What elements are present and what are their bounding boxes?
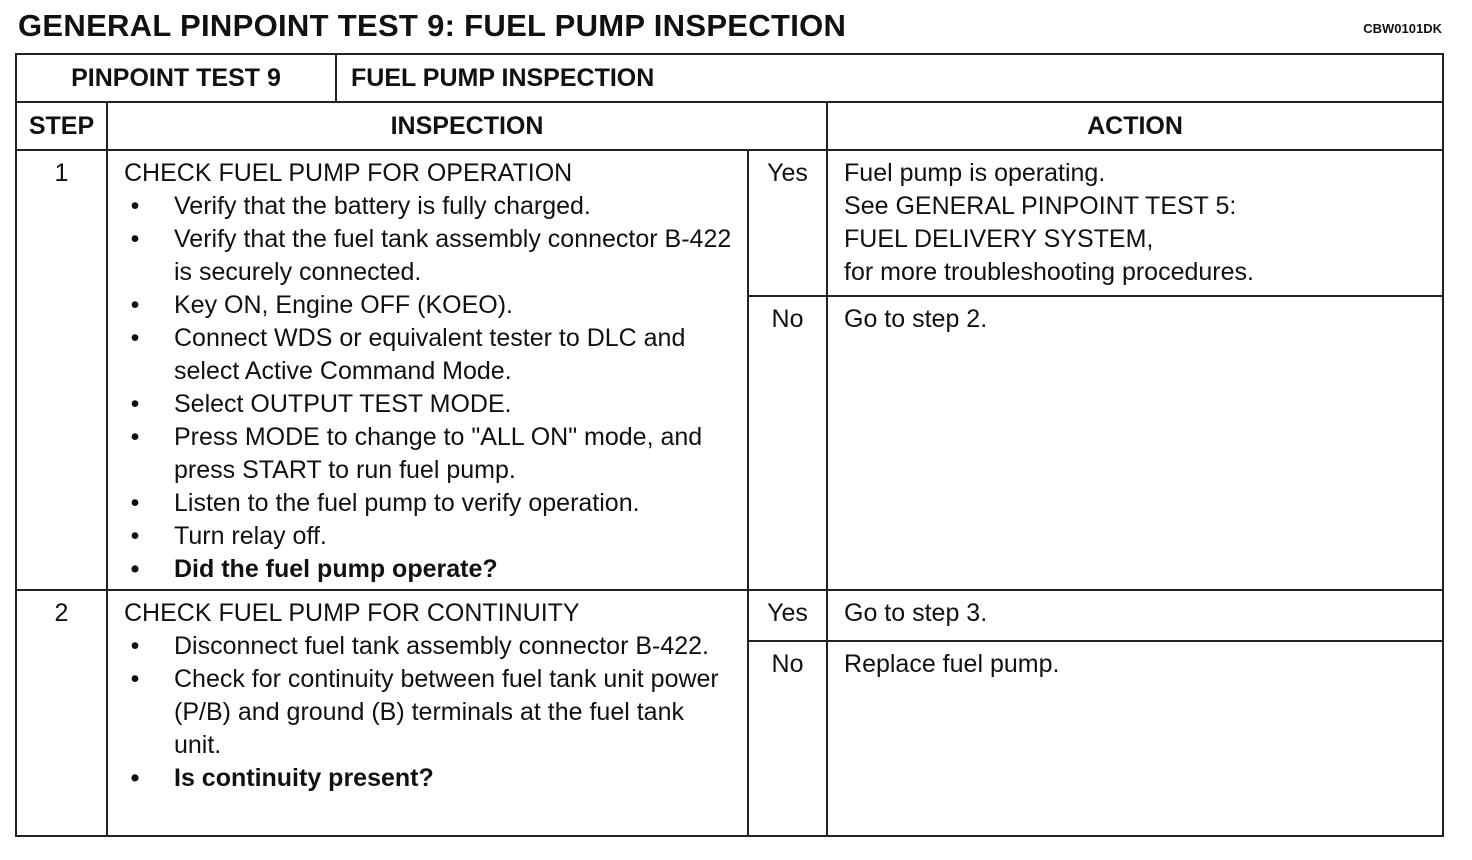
bullet: • [130,324,140,352]
bullet: • [130,764,140,792]
action-column-header: ACTION [827,102,1443,150]
inspection-item-text: Disconnect fuel tank assembly connector B-422. [174,632,709,660]
column-header-row [16,102,1443,150]
inspection-question [124,553,737,586]
inspection-title: CHECK FUEL PUMP FOR CONTINUITY [124,599,580,627]
step-row [16,590,1443,641]
bullet: • [130,555,140,583]
bullet: • [130,225,140,253]
inspection-item [124,289,737,322]
bullet: • [130,489,140,517]
test-name: FUEL PUMP INSPECTION [336,54,1443,102]
inspection-item [124,223,737,289]
inspection-item-text: Check for continuity between fuel tank unit power (P/B) and ground (B) terminals at the fuel tank unit. [174,665,719,759]
action-line: Fuel pump is operating. [844,159,1106,187]
bullet: • [130,291,140,319]
step-number: 1 [16,150,107,590]
action-line: for more troubleshooting procedures. [844,258,1254,286]
inspection-item [124,487,737,520]
step-row [16,150,1443,296]
inspection-item [124,663,737,762]
inspection-item-text: Turn relay off. [174,522,327,550]
action-line: See GENERAL PINPOINT TEST 5: [844,192,1237,220]
inspection-list [124,630,737,795]
bullet: • [130,522,140,550]
bullet: • [130,665,140,693]
test-id: PINPOINT TEST 9 [16,54,336,102]
inspection-item [124,322,737,388]
inspection-question [124,762,737,795]
inspection-item [124,190,737,223]
bullet: • [130,192,140,220]
inspection-item [124,421,737,487]
bullet: • [130,632,140,660]
inspection-question-text: Is continuity present? [174,764,434,792]
inspection-item-text: Select OUTPUT TEST MODE. [174,390,512,418]
action-yes [827,150,1443,296]
inspection-item [124,630,737,663]
step-column-header: STEP [16,102,107,150]
action-no: Go to step 2. [827,296,1443,590]
inspection-column-header: INSPECTION [107,102,827,150]
pinpoint-test-table [15,53,1444,837]
inspection-item-text: Press MODE to change to "ALL ON" mode, and press START to run fuel pump. [174,423,703,484]
inspection-item-text: Verify that the fuel tank assembly connector B-422 is securely connected. [174,225,732,286]
action-yes: Go to step 3. [827,590,1443,641]
inspection-title: CHECK FUEL PUMP FOR OPERATION [124,159,573,187]
inspection-item [124,388,737,421]
document-code: CBW0101DK [1363,21,1442,36]
inspection-cell [107,150,748,590]
inspection-item [124,520,737,553]
page-title: GENERAL PINPOINT TEST 9: FUEL PUMP INSPECTION [18,8,847,43]
action-no: Replace fuel pump. [827,641,1443,836]
inspection-item-text: Key ON, Engine OFF (KOEO). [174,291,513,319]
answer-no: No [748,641,827,836]
inspection-cell [107,590,748,836]
bullet: • [130,390,140,418]
answer-yes: Yes [748,150,827,296]
inspection-item-text: Verify that the battery is fully charged. [174,192,591,220]
inspection-item-text: Connect WDS or equivalent tester to DLC and select Active Command Mode. [174,324,686,385]
action-line: FUEL DELIVERY SYSTEM, [844,225,1154,253]
answer-yes: Yes [748,590,827,641]
bullet: • [130,423,140,451]
inspection-item-text: Listen to the fuel pump to verify operation. [174,489,640,517]
test-header-row [16,54,1443,102]
step-number: 2 [16,590,107,836]
inspection-list [124,190,737,586]
answer-no: No [748,296,827,590]
inspection-question-text: Did the fuel pump operate? [174,555,498,583]
